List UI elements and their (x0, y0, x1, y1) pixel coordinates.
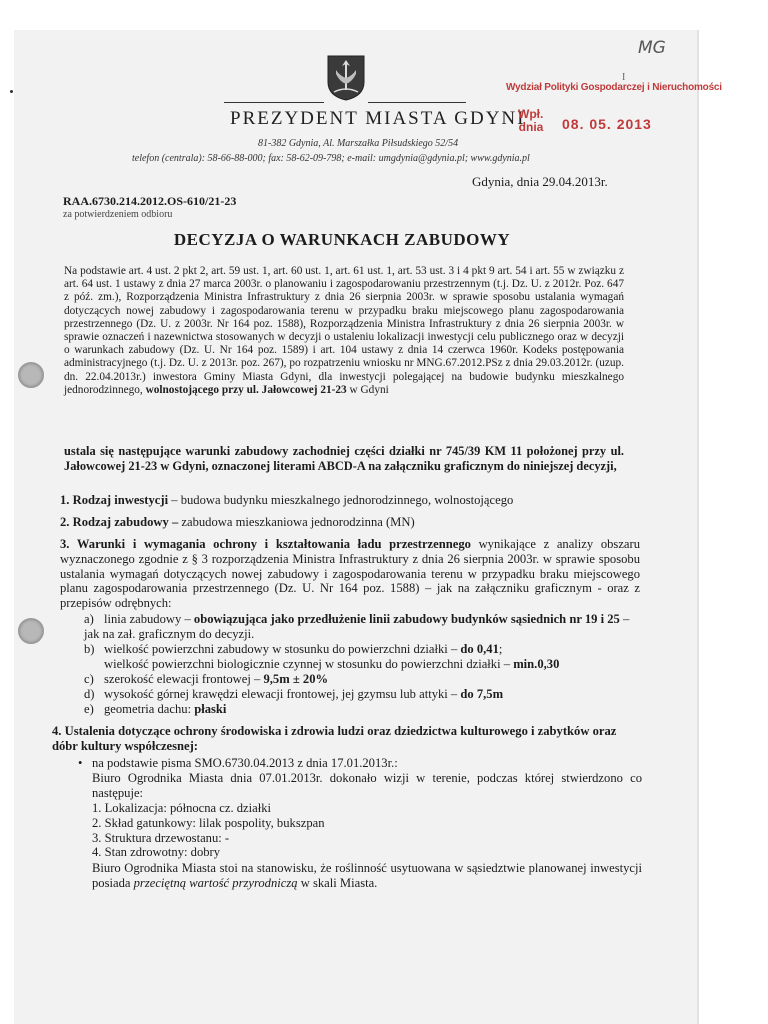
punch-hole-bottom (18, 618, 44, 644)
received-stamp-label: Wpł. dnia (518, 107, 544, 134)
handwritten-tick: I (622, 72, 626, 83)
gardener-conclusion: Biuro Ogrodnika Miasta stoi na stanowisku, że roślinność usytuowana w sąsiedztwie planowanej inwestycji posiada przeciętną wartość przyrodniczą w skali Miasta. (92, 861, 642, 890)
decision-title: DECYZJA O WARUNKACH ZABUDOWY (173, 230, 511, 249)
bullet-icon: • (78, 756, 83, 770)
issuer-address: 81-382 Gdynia, Al. Marszałka Piłsudskiego 52/54 (258, 138, 459, 149)
legal-basis-paragraph: Na podstawie art. 4 ust. 2 pkt 2, art. 59 ust. 1, art. 60 ust. 1, art. 61 ust. 1, art. 53 ust. 3 i 4 pkt 9 art. 54 i art. 55 w związku z art. 64 ust. 1 ustawy z dnia 27 marca 2003r. o planowaniu i zagospodarowaniu przestrzennym (t.j. Dz. U. z 2012r. Poz. 647 z póź. zm.), Rozporządzenia Ministra Infrastruktury z dnia 26 sierpnia 2003r. w sprawie sposobu ustalania wymagań dotyczących nowej zabudowy i zagospodarowania terenu w przypadku braku miejscowego planu zagospodarowania przestrzennego (Dz. U. z 2003r. Nr 164 poz. 1588), Rozporządzenia Ministra Infrastruktury z dnia 26 sierpnia 2003r. w sprawie oznaczeń i nazewnictwa stosowanych w decyzji o ustaleniu lokalizacji inwestycji celu publicznego oraz w decyzji o warunkach zabudowy (Dz. U. Nr 164 poz. 1589) i art. 104 ustawy z dnia 14 czerwca 1960r. Kodeks postępowania administracyjnego (t.j. Dz. U. z 2013r. poz. 267), po rozpatrzeniu wniosku nr MNG.67.2012.PSz z dnia 29.03.2012r. (uzup. dn. 22.04.2013r.) inwestora Gminy Miasta Gdyni, dla inwestycji polegającej na budowie budynku mieszkalnego jednorodzinnego, wolnostojącego przy ul. Jałowcowej 21-23 w Gdyni (64, 265, 624, 396)
gardener-inspection-note: Biuro Ogrodnika Miasta dnia 07.01.2013r. dokonało wizji w terenie, podczas której stwierdzono co następuje: (92, 771, 642, 800)
section-investment-type: 1. Rodzaj inwestycji – budowa budynku mieszkalnego jednorodzinnego, wolnostojącego (60, 493, 514, 507)
scan-edge (697, 30, 699, 1024)
list-item: 4. Stan zdrowotny: dobry (92, 845, 221, 860)
list-item: 3. Struktura drzewostanu: - (92, 830, 230, 845)
section-development-type: 2. Rodzaj zabudowy – zabudowa mieszkaniowa jednorodzinna (MN) (60, 515, 415, 529)
condition-roof-geometry: e) geometria dachu: płaski (84, 702, 227, 716)
list-item: 2. Skład gatunkowy: lilak pospolity, bukszpan (92, 815, 325, 830)
list-item: 1. Lokalizacja: północna cz. działki (92, 801, 272, 815)
condition-building-line: a) linia zabudowy – obowiązująca jako przedłużenie linii zabudowy budynków sąsiednich nr 19 i 25 – jak na zał. graficznym do decyzji. (84, 612, 630, 641)
header-rule-right (368, 102, 466, 103)
condition-facade-width: c) szerokość elewacji frontowej – 9,5m ± 20% (84, 672, 329, 686)
handwritten-initials: MG (638, 38, 666, 58)
environment-bullet: • na podstawie pisma SMO.6730.04.2013 z dnia 17.01.2013r.: (78, 756, 398, 770)
section-spatial-order: 3. Warunki i wymagania ochrony i kształtowania ładu przestrzennego wynikające z analizy obszaru wyznaczonego zgodnie z § 3 rozporządzenia Ministra Infrastruktury z dnia 26 sierpnia 2003r. w sprawie sposobu ustalania wymagań dotyczących nowej zabudowy i zagospodarowania terenu w przypadku braku miejscowego planu zagospodarowania przestrzennego (Dz. U. Nr 164 poz. 1588) – jak na załączniku graficznym - oraz z przepisów odrębnych: (60, 537, 640, 611)
punch-hole-top (18, 362, 44, 388)
case-reference: RAA.6730.214.2012.OS-610/21-23 (63, 194, 237, 208)
establishment-paragraph: ustala się następujące warunki zabudowy zachodniej części działki nr 745/39 KM 11 położonej przy ul. Jałowcowej 21-23 w Gdyni, oznaczonej literami ABCD-A na załączniku graficznym do niniejszej decyzji, (64, 444, 624, 473)
scan-speck (10, 90, 13, 93)
received-stamp-department: Wydział Polityki Gospodarczej i Nieruchomości (506, 82, 722, 93)
issuer-name: PREZYDENT MIASTA GDYNI (230, 108, 526, 129)
received-stamp-date: 08. 05. 2013 (562, 116, 652, 132)
condition-built-up-area: b) wielkość powierzchni zabudowy w stosunku do powierzchni działki – do 0,41; (84, 642, 503, 656)
header-rule-left (224, 102, 324, 103)
delivery-note: za potwierdzeniem odbioru (63, 209, 173, 220)
issuer-contact: telefon (centrala): 58-66-88-000; fax: 58-62-09-798; e-mail: umgdynia@gdynia.pl; www.gdynia.pl (132, 153, 530, 164)
place-and-date: Gdynia, dnia 29.04.2013r. (472, 174, 608, 189)
section-environment-heritage: 4. Ustalenia dotyczące ochrony środowiska i zdrowia ludzi oraz dziedzictwa kulturowego i zabytków oraz dóbr kultury współczesnej: (52, 724, 617, 753)
gdynia-coat-of-arms-icon (326, 54, 366, 102)
condition-height: d) wysokość górnej krawędzi elewacji frontowej, jej gzymsu lub attyki – do 7,5m (84, 687, 504, 701)
inspection-findings-list (92, 801, 642, 860)
condition-biologically-active-area: wielkość powierzchni biologicznie czynnej w stosunku do powierzchni działki – min.0,30 (104, 657, 560, 671)
